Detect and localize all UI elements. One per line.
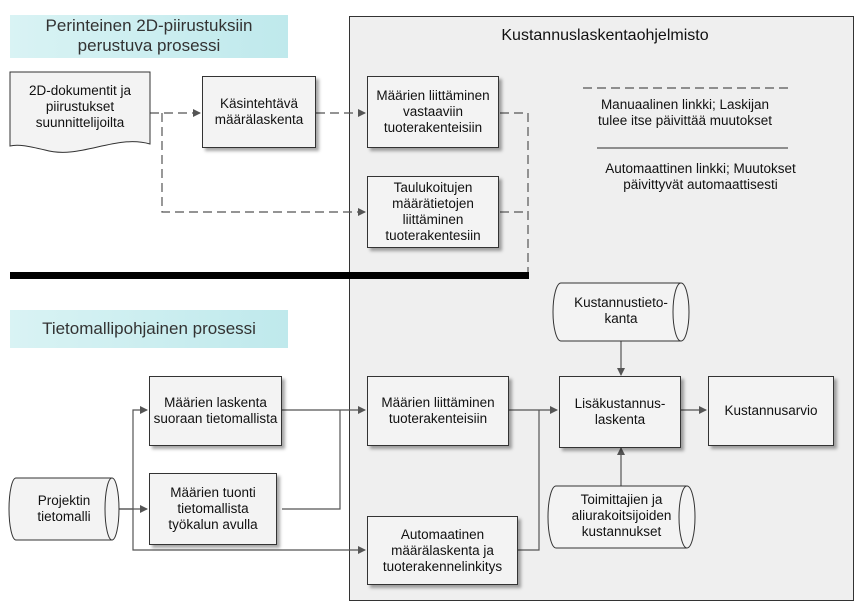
tabulated-box: Taulukoitujen määrätietojen liittäminen tuoterakentesiin bbox=[367, 176, 499, 248]
auto-takeoff-box: Automaatinen määrälaskenta ja tuoterakennelinkitys bbox=[367, 516, 518, 585]
calc-from-model-box: Määrien laskenta suoraan tietomallista bbox=[149, 376, 282, 446]
link-structures-box: Määrien liittäminen tuoterakenteisiin bbox=[367, 376, 509, 446]
legend-manual-text: Manuaalinen linkki; Laskijan tulee itse päivittää muutokset bbox=[597, 97, 773, 128]
traditional-process-banner: Perinteinen 2D-piirustuksiin perustuva prosessi bbox=[10, 15, 288, 58]
manual-takeoff-box: Käsintehtävä määrälaskenta bbox=[202, 76, 316, 148]
import-tool-box: Määrien tuonti tietomallista työkalun avulla bbox=[149, 473, 277, 545]
line-import-to-link bbox=[282, 410, 340, 509]
supplier-costs-label: Toimittajien ja aliurakoitsijoiden kustannukset bbox=[571, 492, 672, 539]
legend-automatic-text: Automaattinen linkki; Muutokset päivittyvät automaattisesti bbox=[605, 161, 796, 192]
line-model-to-calc bbox=[118, 410, 147, 509]
dash-link-out bbox=[500, 113, 528, 272]
bim-process-banner: Tietomallipohjainen prosessi bbox=[10, 310, 288, 348]
link-quantities-box: Määrien liittäminen vastaaviin tuoterakenteisiin bbox=[367, 76, 499, 148]
software-panel-title: Kustannuslaskentaohjelmisto bbox=[501, 27, 709, 44]
docs-2d-label: 2D-dokumentit ja piirustukset suunnittelijoilta bbox=[28, 83, 132, 130]
extra-costs-box: Lisäkustannus-laskenta bbox=[559, 376, 681, 448]
estimate-box: Kustannusarvio bbox=[708, 376, 834, 446]
line-auto-to-extra bbox=[518, 410, 539, 550]
cost-db-label: Kustannustieto-kanta bbox=[574, 295, 668, 326]
project-model-label: Projektin tietomalli bbox=[37, 493, 91, 524]
